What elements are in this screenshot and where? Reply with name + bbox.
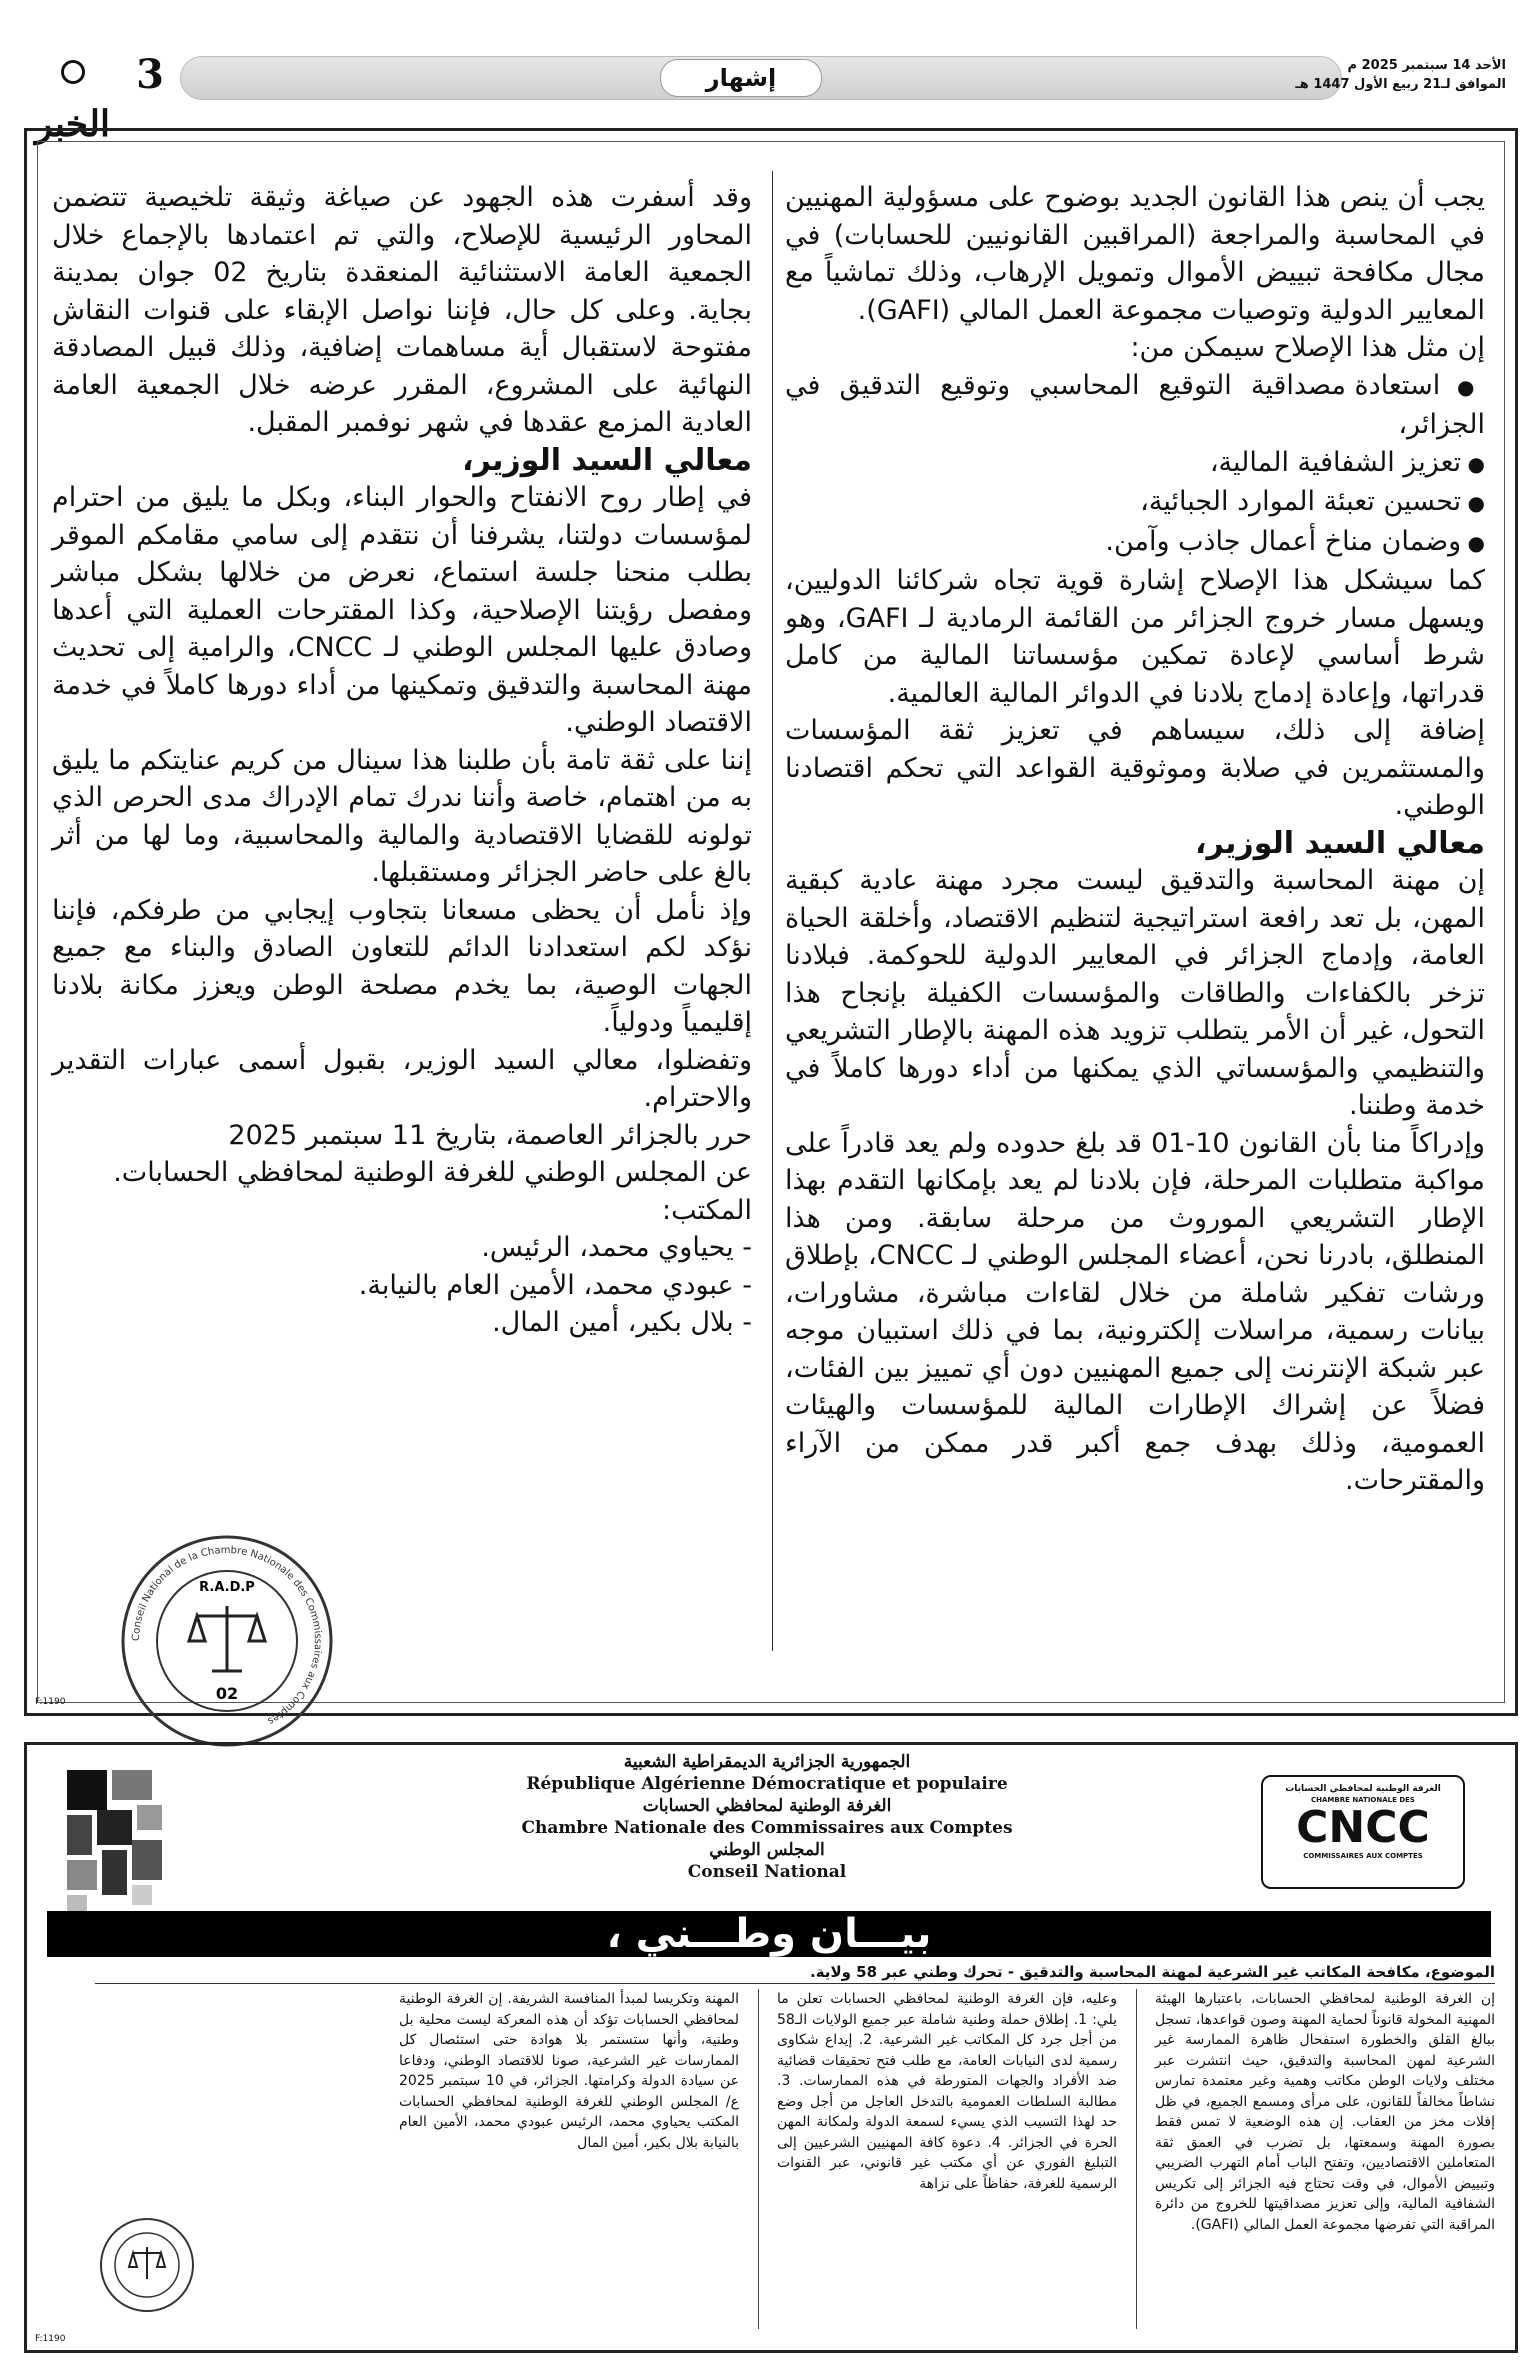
notice-subject: الموضوع، مكافحة المكاتب غير الشرعية لمهنة المحاسبة والتدقيق - تحرك وطني عبر 58 ولاية. <box>95 1961 1495 1984</box>
date-gregorian: الأحد 14 سبتمبر 2025 م <box>1347 58 1506 73</box>
paragraph: - عبودي محمد، الأمين العام بالنيابة. <box>358 1269 752 1301</box>
notice-header <box>27 1745 1515 1905</box>
paragraph: إن مهنة المحاسبة والتدقيق ليست مجرد مهنة عادية كبقية المهن، بل تعد رافعة استراتيجية لتنظيم الاقتصاد، وأخلقة الحياة العامة، وإدماج الجزائر في المعايير الدولية للحوكمة. فبلادنا تزخر بالكفاءات والطاقات والمؤسسات الكفيلة بإنجاح هذا التحول، غير أن الأمر يتطلب تزويد هذه المهنة بالإطار التشريعي والتنظيمي والمؤسساتي الذي يمكنها من أداء دورها كاملاً في خدمة وطننا. <box>785 865 1485 1121</box>
stamp-number: 02 <box>215 1684 239 1703</box>
decorative-mosaic <box>67 1770 177 1920</box>
article-frame <box>24 128 1518 1727</box>
bullet-item: ● استعادة مصداقية التوقيع المحاسبي وتوقيع التدقيق في الجزائر، <box>785 367 1485 444</box>
stamp-ring-text: Conseil National de la Chambre Nationale des Commissaires aux Comptes <box>130 1544 324 1727</box>
bullet-item: ● تحسين تعبئة الموارد الجبائية، <box>785 483 1485 523</box>
notice-column-2 <box>777 1989 1117 2194</box>
notice-col2-text: وعليه، فإن الغرفة الوطنية لمحافظي الحسابات تعلن ما يلي: 1. إطلاق حملة وطنية شاملة عبر جميع الولايات الـ58 من أجل جرد كل المكاتب غير الشرعية. 2. إيداع شكاوى رسمية لدى النيابات العامة، مع طلب فتح تحقيقات قضائية ضد الأفراد والجهات المتورطة في هذه الممارسات. 3. مطالبة السلطات العمومية بالتدخل العاجل من أجل وضع حد لهذا التسيب الذي يسيء لسمعة الدولة ولمكانة المهن الحرة في الجزائر. 4. دعوة كافة المهنيين الشرعيين إلى التبليغ الفوري عن أي مكتب غير قانوني، عبر القنوات الرسمية للغرفة، حفاظاً على نزاهة <box>777 1991 1118 2192</box>
notice-column-1 <box>1155 1989 1495 2235</box>
official-stamp <box>117 1531 337 1751</box>
paragraph: وإذ نأمل أن يحظى مسعانا بتجاوب إيجابي من طرفكم، فإننا نؤكد لكم استعدادنا الدائم للتعاون الصادق والبناء مع جميع الجهات الوصية، بما يخدم مصلحة الوطن ويعزز مكانة بلادنا إقليمياً ودولياً. <box>52 894 752 1038</box>
title-ar-chamber: الغرفة الوطنية لمحافظي الحسابات <box>642 1796 892 1816</box>
notice-frame <box>24 1742 1518 2353</box>
title-fr-council: Conseil National <box>687 1862 847 1882</box>
notice-divider-1 <box>1136 1989 1137 2329</box>
article-column-right <box>785 179 1485 1500</box>
paragraph: حرر بالجزائر العاصمة، بتاريخ 11 سبتمبر 2025 <box>228 1119 752 1151</box>
bullet-item: ● تعزيز الشفافية المالية، <box>785 444 1485 484</box>
title-ar-republic: الجمهورية الجزائرية الديمقراطية الشعبية <box>623 1752 911 1772</box>
globe-icon <box>61 60 85 84</box>
paragraph: إضافة إلى ذلك، سيساهم في تعزيز ثقة المؤسسات والمستثمرين في صلابة وموثوقية القواعد التي تحكم اقتصادنا الوطني. <box>785 715 1485 821</box>
paragraph: وقد أسفرت هذه الجهود عن صياغة وثيقة تلخيصية تتضمن المحاور الرئيسية للإصلاح، والتي تم اعتمادها بالإجماع خلال الجمعية العامة الاستثنائية المنعقدة بتاريخ 02 جوان بمدينة بجاية. وعلى كل حال، فإننا نواصل الإبقاء على قنوات النقاش مفتوحة لاستقبال أية مساهمات إضافية، وذلك قبيل المصادقة النهائية على المشروع، المقرر عرضه خلال الجمعية العامة العادية المزمع عقدها في شهر نوفمبر المقبل. <box>52 182 752 438</box>
page-header <box>30 48 1506 145</box>
notice-divider-2 <box>758 1989 759 2329</box>
stamp-top-text: R.A.D.P <box>199 1580 255 1595</box>
bullet-item: ● وضمان مناخ أعمال جاذب وآمن. <box>785 523 1485 563</box>
date-block <box>1276 56 1506 94</box>
paragraph: في إطار روح الانفتاح والحوار البناء، وبكل ما يليق من احترام لمؤسسات دولتنا، يشرفنا أن نتقدم إلى سامي مقامكم الموقر بطلب منحنا جلسة استماع، نعرض من خلالها بشكل مباشر ومفصل رؤيتنا الإصلاحية، وكذا المقترحات العملية التي أعدها وصادق عليها المجلس الوطني لـ CNCC، والرامية إلى تحديث مهنة المحاسبة والتدقيق وتمكينها من أداء دورها كاملاً في خدمة الاقتصاد الوطني. <box>52 482 752 738</box>
paragraph: عن المجلس الوطني للغرفة الوطنية لمحافظي الحسابات. <box>113 1157 752 1188</box>
section-heading: معالي السيد الوزير، <box>1195 825 1485 861</box>
title-ar-council: المجلس الوطني <box>709 1840 825 1860</box>
paragraph: كما سيشكل هذا الإصلاح إشارة قوية تجاه شركائنا الدوليين، ويسهل مسار خروج الجزائر من القائمة الرمادية لـ GAFI، وهو شرط أساسي لإعادة تمكين مؤسساتنا المالية من كامل قدراتها، وإعادة إدماج بلادنا في الدوائر المالية العالمية. <box>785 565 1485 709</box>
article-column-left <box>52 179 752 1342</box>
notice-col3-text: المهنة وتكريسا لمبدأ المنافسة الشريفة. إن الغرفة الوطنية لمحافظي الحسابات تؤكد أن هذه المعركة ليست محلية بل وطنية، وأنها ستستمر بلا هوادة حتى استئصال كل الممارسات غير الشرعية، صونا للاقتصاد الوطني، ودفاعا عن سيادة الدولة وكرامتها. الجزائر، في 10 سبتمبر 2025 ع/ المجلس الوطني للغرفة الوطنية لمحافظي الحسابات المكتب يحياوي محمد، الرئيس عبودي محمد، الأمين العام بالنيابة بلال بكير، أمين المال <box>399 1991 739 2151</box>
date-hijri: الموافق لـ21 ربيع الأول 1447 هـ <box>1295 77 1506 92</box>
notice-title-block <box>407 1751 1127 1883</box>
cncc-logo-ar: الغرفة الوطنية لمحافظي الحسابات <box>1285 1784 1441 1794</box>
section-label: إشهار <box>660 59 822 97</box>
title-fr-republic: République Algérienne Démocratique et populaire <box>526 1774 1008 1794</box>
page-number: 3 <box>136 51 164 98</box>
cncc-logo-fr-bottom: COMMISSAIRES AUX COMPTES <box>1303 1852 1423 1860</box>
paragraph: إننا على ثقة تامة بأن طلبنا هذا سينال من كريم عنايتكم ما يليق به من اهتمام، خاصة وأننا ندرك تمام الإدراك مدى الحرص الذي تولونه للقضايا الاقتصادية والمالية والمحاسبية، وما لها من أثر بالغ على حاضر الجزائر ومستقبلها. <box>52 744 752 888</box>
paragraph: - بلال بكير، أمين المال. <box>492 1307 752 1338</box>
small-official-stamp <box>97 2215 197 2315</box>
section-heading: معالي السيد الوزير، <box>462 442 752 478</box>
ad-code: F:1190 <box>35 1697 66 1707</box>
paragraph: وتفضلوا، معالي السيد الوزير، بقبول أسمى عبارات التقدير والاحترام. <box>52 1044 752 1113</box>
paragraph: - يحياوي محمد، الرئيس. <box>481 1232 752 1263</box>
newspaper-logo <box>30 52 115 145</box>
paragraph: وإدراكاً منا بأن القانون 10-01 قد بلغ حدوده ولم يعد قادراً على مواكبة متطلبات المرحلة، فإن بلادنا لم يعد بإمكانها التقدم بهذا الإطار التشريعي الموروث من مرحلة سابقة. ومن هذا المنطلق، بادرنا نحن، أعضاء المجلس الوطني لـ CNCC، بإطلاق ورشات تفكير شاملة من خلال لقاءات مباشرة، مشاورات، بيانات رسمية، مراسلات إلكترونية، بما في ذلك استبيان موجه عبر شبكة الإنترنت إلى جميع المهنيين دون أي تمييز بين الفئات، فضلاً عن إشراك الإطارات المالية للمؤسسات والهيئات العمومية، وذلك بهدف جمع أكبر قدر ممكن من الآراء والمقترحات. <box>785 1127 1486 1496</box>
notice-col1-text: إن الغرفة الوطنية لمحافظي الحسابات، باعتبارها الهيئة المهنية المخولة قانوناً لحماية المهنة وصون قواعدها، تسجل ببالغ القلق والخطورة استفحال ظاهرة الممارسة غير الشرعية لمهن المحاسبة والتدقيق، حيث انتشرت عبر مختلف ولايات الوطن مكاتب وهمية وغير معتمدة تمارس نشاطاً مخالفاً للقانون، على مرأى ومسمع الجميع، في ظل إفلات مخز من العقاب. إن هذه الوضعية لا تمس فقط بصورة المهنة وسمعتها، بل تضرب في العمق ثقة المتعاملين الاقتصاديين، وتفتح الباب أمام التهرب الضريبي وتبييض الأموال، في وقت تحتاج فيه الجزائر إلى تكريس الشفافية المالية، وإلى تعزيز مصداقيتها للخروج من دائرة المراقبة التي تفرضها مجموعة العمل المالي (GAFI). <box>1155 1991 1495 2233</box>
paragraph: يجب أن ينص هذا القانون الجديد بوضوح على مسؤولية المهنيين في المحاسبة والمراجعة (المراقبين القانونيين للحسابات) في مجال مكافحة تبييض الأموال وتمويل الإرهاب، وذلك تماشياً مع المعايير الدولية وتوصيات مجموعة العمل المالي (GAFI). <box>785 182 1485 326</box>
column-divider <box>772 171 773 1651</box>
cncc-logo-main: CNCC <box>1296 1802 1430 1853</box>
notice-column-3 <box>399 1989 739 2153</box>
logo-text: الخبر <box>35 103 110 145</box>
cncc-logo <box>1261 1775 1465 1889</box>
national-statement-banner: بيـــان وطـــني ، <box>47 1911 1491 1957</box>
paragraph: المكتب: <box>661 1194 752 1226</box>
scales-icon <box>189 1606 265 1671</box>
paragraph: إن مثل هذا الإصلاح سيمكن من: <box>1130 332 1485 363</box>
cncc-logo-fr-top: CHAMBRE NATIONALE DES <box>1311 1796 1415 1804</box>
title-fr-chamber: Chambre Nationale des Commissaires aux Comptes <box>521 1818 1013 1838</box>
notice-ad-code: F:1190 <box>35 2334 66 2344</box>
